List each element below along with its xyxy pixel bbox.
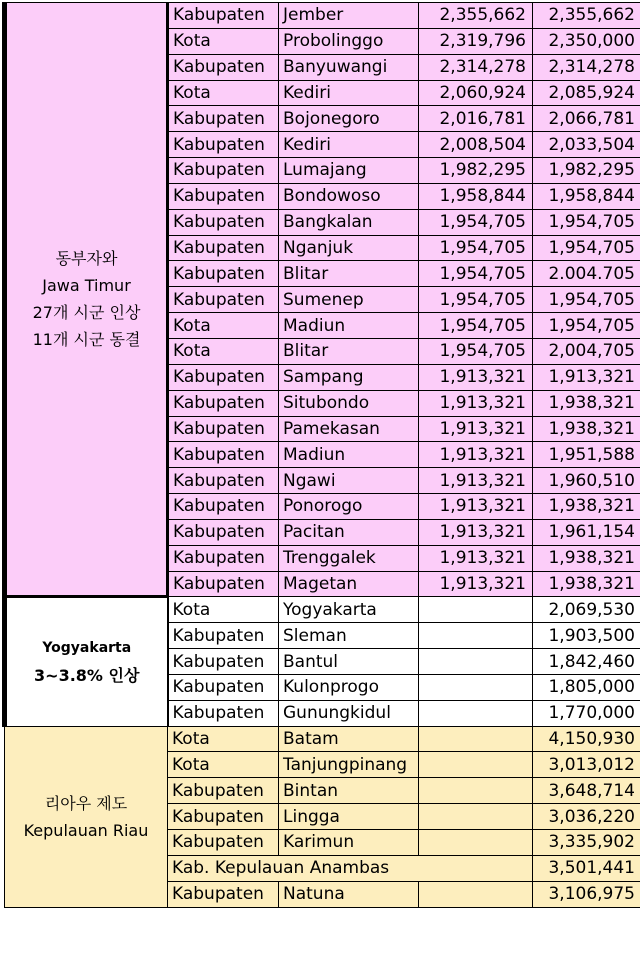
region-label-line: Jawa Timur [42, 276, 131, 296]
type-cell: Kabupaten [168, 132, 279, 158]
previous-wage-cell [419, 752, 533, 778]
previous-wage-cell: 1,954,705 [419, 338, 533, 364]
previous-wage-cell: 1,913,321 [419, 390, 533, 416]
new-wage-cell: 1,938,321 [533, 494, 640, 520]
new-wage-cell: 3,648,714 [533, 778, 640, 804]
previous-wage-cell: 1,913,321 [419, 519, 533, 545]
previous-wage-cell: 1,913,321 [419, 545, 533, 571]
region-label-line: 동부자와 [55, 249, 118, 269]
region-name-cell: Trenggalek [279, 545, 419, 571]
previous-wage-cell: 1,954,705 [419, 235, 533, 261]
region-name-cell: Sampang [279, 364, 419, 390]
type-cell: Kabupaten [168, 545, 279, 571]
new-wage-cell: 2,314,278 [533, 54, 640, 80]
previous-wage-cell [419, 726, 533, 752]
region-name-cell: Madiun [279, 313, 419, 339]
previous-wage-cell [419, 881, 533, 907]
region-label-line: Yogyakarta [42, 640, 132, 657]
type-cell: Kabupaten [168, 261, 279, 287]
previous-wage-cell: 1,958,844 [419, 183, 533, 209]
region-name-cell: Kulonprogo [279, 674, 419, 700]
new-wage-cell: 1,951,588 [533, 442, 640, 468]
previous-wage-cell [419, 597, 533, 623]
new-wage-cell: 4,150,930 [533, 726, 640, 752]
previous-wage-cell: 2,355,662 [419, 3, 533, 29]
type-cell: Kabupaten [168, 674, 279, 700]
type-cell: Kabupaten [168, 158, 279, 184]
region-name-cell: Ngawi [279, 468, 419, 494]
wage-table-body [5, 3, 640, 908]
new-wage-cell: 1,938,321 [533, 545, 640, 571]
region-name-cell: Probolinggo [279, 28, 419, 54]
type-cell: Kabupaten [168, 3, 279, 29]
type-cell: Kabupaten [168, 209, 279, 235]
new-wage-cell: 1,954,705 [533, 235, 640, 261]
region-name-cell: Kab. Kepulauan Anambas [168, 855, 533, 881]
wage-table [2, 2, 640, 908]
previous-wage-cell: 1,913,321 [419, 364, 533, 390]
previous-wage-cell: 1,982,295 [419, 158, 533, 184]
new-wage-cell: 1,938,321 [533, 390, 640, 416]
region-name-cell: Karimun [279, 830, 419, 856]
type-cell: Kabupaten [168, 519, 279, 545]
region-name-cell: Blitar [279, 338, 419, 364]
new-wage-cell: 1,938,321 [533, 416, 640, 442]
new-wage-cell: 1,954,705 [533, 209, 640, 235]
new-wage-cell: 1,938,321 [533, 571, 640, 597]
type-cell: Kabupaten [168, 390, 279, 416]
previous-wage-cell: 1,913,321 [419, 571, 533, 597]
type-cell: Kota [168, 313, 279, 339]
region-name-cell: Sumenep [279, 287, 419, 313]
new-wage-cell: 1,982,295 [533, 158, 640, 184]
type-cell: Kabupaten [168, 804, 279, 830]
previous-wage-cell [419, 778, 533, 804]
region-label-jawa-timur [5, 3, 168, 597]
type-cell: Kabupaten [168, 416, 279, 442]
new-wage-cell: 1,954,705 [533, 313, 640, 339]
type-cell: Kota [168, 28, 279, 54]
region-name-cell: Magetan [279, 571, 419, 597]
new-wage-cell: 1,903,500 [533, 623, 640, 649]
table-row [5, 726, 640, 752]
previous-wage-cell: 1,913,321 [419, 468, 533, 494]
previous-wage-cell [419, 623, 533, 649]
region-name-cell: Bintan [279, 778, 419, 804]
new-wage-cell: 1,954,705 [533, 287, 640, 313]
region-label-kepulauan-riau [5, 726, 168, 907]
new-wage-cell: 2,350,000 [533, 28, 640, 54]
type-cell: Kabupaten [168, 287, 279, 313]
type-cell: Kabupaten [168, 571, 279, 597]
new-wage-cell: 1,805,000 [533, 674, 640, 700]
region-name-cell: Bantul [279, 649, 419, 675]
previous-wage-cell [419, 649, 533, 675]
type-cell: Kabupaten [168, 881, 279, 907]
previous-wage-cell: 2,016,781 [419, 106, 533, 132]
region-name-cell: Kediri [279, 80, 419, 106]
previous-wage-cell: 1,913,321 [419, 416, 533, 442]
region-name-cell: Kediri [279, 132, 419, 158]
region-name-cell: Nganjuk [279, 235, 419, 261]
region-name-cell: Bondowoso [279, 183, 419, 209]
region-name-cell: Sleman [279, 623, 419, 649]
new-wage-cell: 2,069,530 [533, 597, 640, 623]
new-wage-cell: 2.004.705 [533, 261, 640, 287]
previous-wage-cell: 2,314,278 [419, 54, 533, 80]
region-name-cell: Tanjungpinang [279, 752, 419, 778]
region-name-cell: Ponorogo [279, 494, 419, 520]
new-wage-cell: 2,033,504 [533, 132, 640, 158]
type-cell: Kota [168, 752, 279, 778]
new-wage-cell: 1,913,321 [533, 364, 640, 390]
new-wage-cell: 2,355,662 [533, 3, 640, 29]
new-wage-cell: 2,066,781 [533, 106, 640, 132]
previous-wage-cell [419, 674, 533, 700]
new-wage-cell: 3,036,220 [533, 804, 640, 830]
region-label-line: 27개 시군 인상 [32, 303, 141, 323]
region-name-cell: Lumajang [279, 158, 419, 184]
previous-wage-cell: 2,060,924 [419, 80, 533, 106]
region-label-line: 3~3.8% 인상 [34, 666, 140, 686]
type-cell: Kabupaten [168, 700, 279, 726]
type-cell: Kabupaten [168, 54, 279, 80]
new-wage-cell: 3,335,902 [533, 830, 640, 856]
new-wage-cell: 1,961,154 [533, 519, 640, 545]
region-name-cell: Natuna [279, 881, 419, 907]
previous-wage-cell: 1,913,321 [419, 442, 533, 468]
new-wage-cell: 1,960,510 [533, 468, 640, 494]
table-row [5, 3, 640, 29]
region-label-yogyakarta [5, 597, 168, 726]
previous-wage-cell [419, 830, 533, 856]
type-cell: Kabupaten [168, 494, 279, 520]
region-name-cell: Banyuwangi [279, 54, 419, 80]
region-name-cell: Blitar [279, 261, 419, 287]
region-name-cell: Pacitan [279, 519, 419, 545]
type-cell: Kota [168, 597, 279, 623]
type-cell: Kota [168, 80, 279, 106]
previous-wage-cell: 1,954,705 [419, 287, 533, 313]
type-cell: Kabupaten [168, 235, 279, 261]
region-name-cell: Bangkalan [279, 209, 419, 235]
type-cell: Kabupaten [168, 364, 279, 390]
previous-wage-cell [419, 700, 533, 726]
region-name-cell: Lingga [279, 804, 419, 830]
table-row [5, 597, 640, 623]
region-name-cell: Situbondo [279, 390, 419, 416]
new-wage-cell: 1,770,000 [533, 700, 640, 726]
type-cell: Kabupaten [168, 830, 279, 856]
type-cell: Kota [168, 338, 279, 364]
type-cell: Kabupaten [168, 106, 279, 132]
new-wage-cell: 3,106,975 [533, 881, 640, 907]
new-wage-cell: 2,004,705 [533, 338, 640, 364]
region-name-cell: Yogyakarta [279, 597, 419, 623]
region-name-cell: Gunungkidul [279, 700, 419, 726]
new-wage-cell: 3,013,012 [533, 752, 640, 778]
region-name-cell: Jember [279, 3, 419, 29]
previous-wage-cell: 1,954,705 [419, 313, 533, 339]
previous-wage-cell: 2,008,504 [419, 132, 533, 158]
region-name-cell: Madiun [279, 442, 419, 468]
new-wage-cell: 1,958,844 [533, 183, 640, 209]
previous-wage-cell [419, 804, 533, 830]
new-wage-cell: 3,501,441 [533, 855, 640, 881]
region-label-line: Kepulauan Riau [23, 820, 149, 840]
region-name-cell: Batam [279, 726, 419, 752]
type-cell: Kabupaten [168, 468, 279, 494]
region-name-cell: Bojonegoro [279, 106, 419, 132]
new-wage-cell: 1,842,460 [533, 649, 640, 675]
type-cell: Kabupaten [168, 442, 279, 468]
previous-wage-cell: 1,954,705 [419, 261, 533, 287]
type-cell: Kabupaten [168, 649, 279, 675]
new-wage-cell: 2,085,924 [533, 80, 640, 106]
previous-wage-cell: 1,954,705 [419, 209, 533, 235]
previous-wage-cell: 1,913,321 [419, 494, 533, 520]
type-cell: Kabupaten [168, 623, 279, 649]
previous-wage-cell: 2,319,796 [419, 28, 533, 54]
type-cell: Kabupaten [168, 183, 279, 209]
type-cell: Kota [168, 726, 279, 752]
region-label-line: 11개 시군 동결 [32, 330, 141, 350]
region-label-line: 리아우 제도 [44, 793, 128, 813]
region-name-cell: Pamekasan [279, 416, 419, 442]
type-cell: Kabupaten [168, 778, 279, 804]
